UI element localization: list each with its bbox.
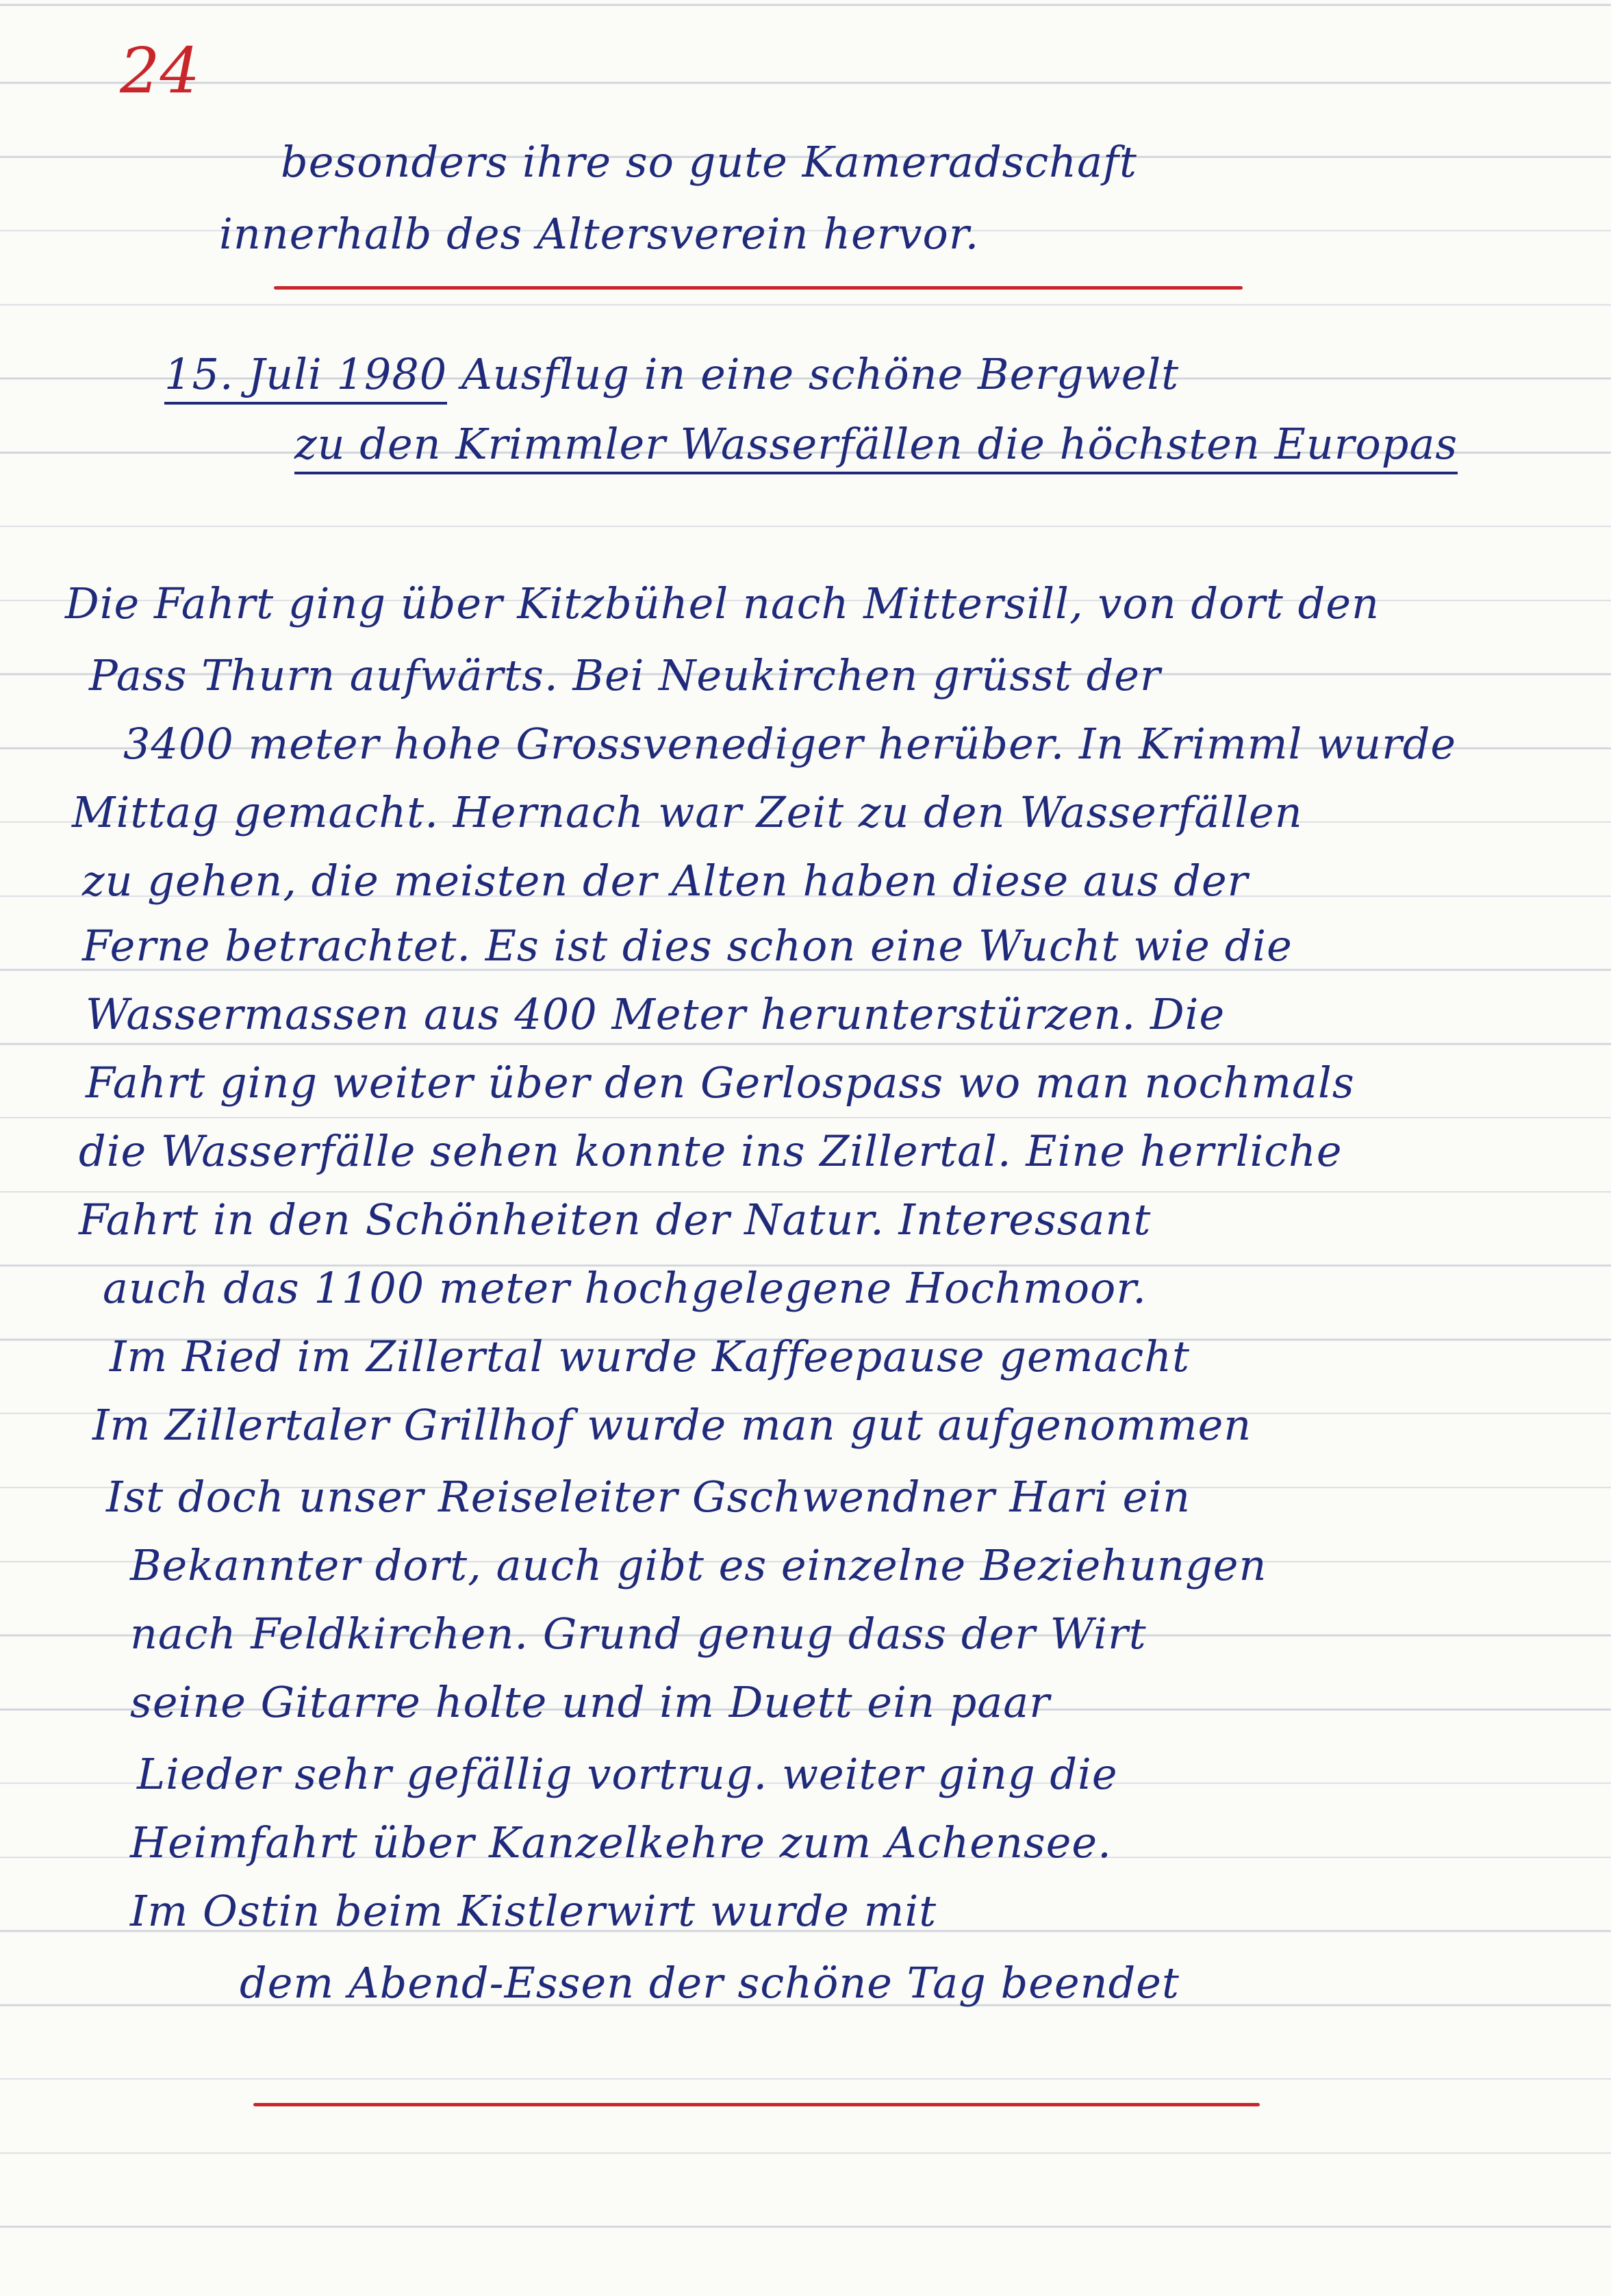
- entry-date: 15. Juli 1980: [164, 349, 447, 405]
- body-line: Fahrt ging weiter über den Gerlospass wo man nochmals: [86, 1058, 1355, 1108]
- entry-subtitle: zu den Krimmler Wasserfällen die höchsten Europas: [294, 419, 1458, 474]
- body-line: Heimfahrt über Kanzelkehre zum Achensee.: [130, 1817, 1112, 1867]
- body-line: dem Abend-Essen der schöne Tag beendet: [240, 1958, 1180, 2008]
- entry-heading: [164, 349, 1179, 399]
- body-line: Pass Thurn aufwärts. Bei Neukirchen grüsst der: [89, 650, 1161, 700]
- intro-line: innerhalb des Altersverein hervor.: [219, 209, 980, 259]
- body-line: die Wasserfälle sehen konnte ins Zillertal. Eine herrliche: [79, 1126, 1343, 1176]
- end-divider: [253, 2103, 1260, 2106]
- entry-title: Ausflug in eine schöne Bergwelt: [461, 349, 1180, 399]
- page-number: 24: [120, 34, 201, 107]
- body-line: Ist doch unser Reiseleiter Gschwendner Hari ein: [106, 1472, 1191, 1522]
- body-line: Die Fahrt ging über Kitzbühel nach Mittersill, von dort den: [65, 578, 1380, 628]
- body-line: nach Feldkirchen. Grund genug dass der Wirt: [130, 1609, 1147, 1659]
- body-line: zu gehen, die meisten der Alten haben diese aus der: [82, 856, 1249, 906]
- intro-line: besonders ihre so gute Kameradschaft: [281, 137, 1137, 187]
- body-line: Fahrt in den Schönheiten der Natur. Interessant: [79, 1195, 1152, 1245]
- body-line: Im Zillertaler Grillhof wurde man gut aufgenommen: [92, 1400, 1252, 1450]
- body-line: Bekannter dort, auch gibt es einzelne Beziehungen: [130, 1540, 1267, 1590]
- body-line: Mittag gemacht. Hernach war Zeit zu den Wasserfällen: [72, 787, 1303, 837]
- body-line: Im Ostin beim Kistlerwirt wurde mit: [130, 1886, 937, 1936]
- body-line: 3400 meter hohe Grossvenediger herüber. In Krimml wurde: [123, 719, 1457, 769]
- body-line: Lieder sehr gefällig vortrug. weiter ging die: [137, 1749, 1118, 1799]
- body-line: Wassermassen aus 400 Meter herunterstürzen. Die: [86, 989, 1226, 1039]
- body-line: seine Gitarre holte und im Duett ein paar: [130, 1677, 1050, 1727]
- body-line: Im Ried im Zillertal wurde Kaffeepause gemacht: [110, 1331, 1191, 1381]
- section-divider: [274, 286, 1243, 290]
- body-line: Ferne betrachtet. Es ist dies schon eine Wucht wie die: [82, 921, 1293, 971]
- body-line: auch das 1100 meter hochgelegene Hochmoor.: [103, 1263, 1147, 1313]
